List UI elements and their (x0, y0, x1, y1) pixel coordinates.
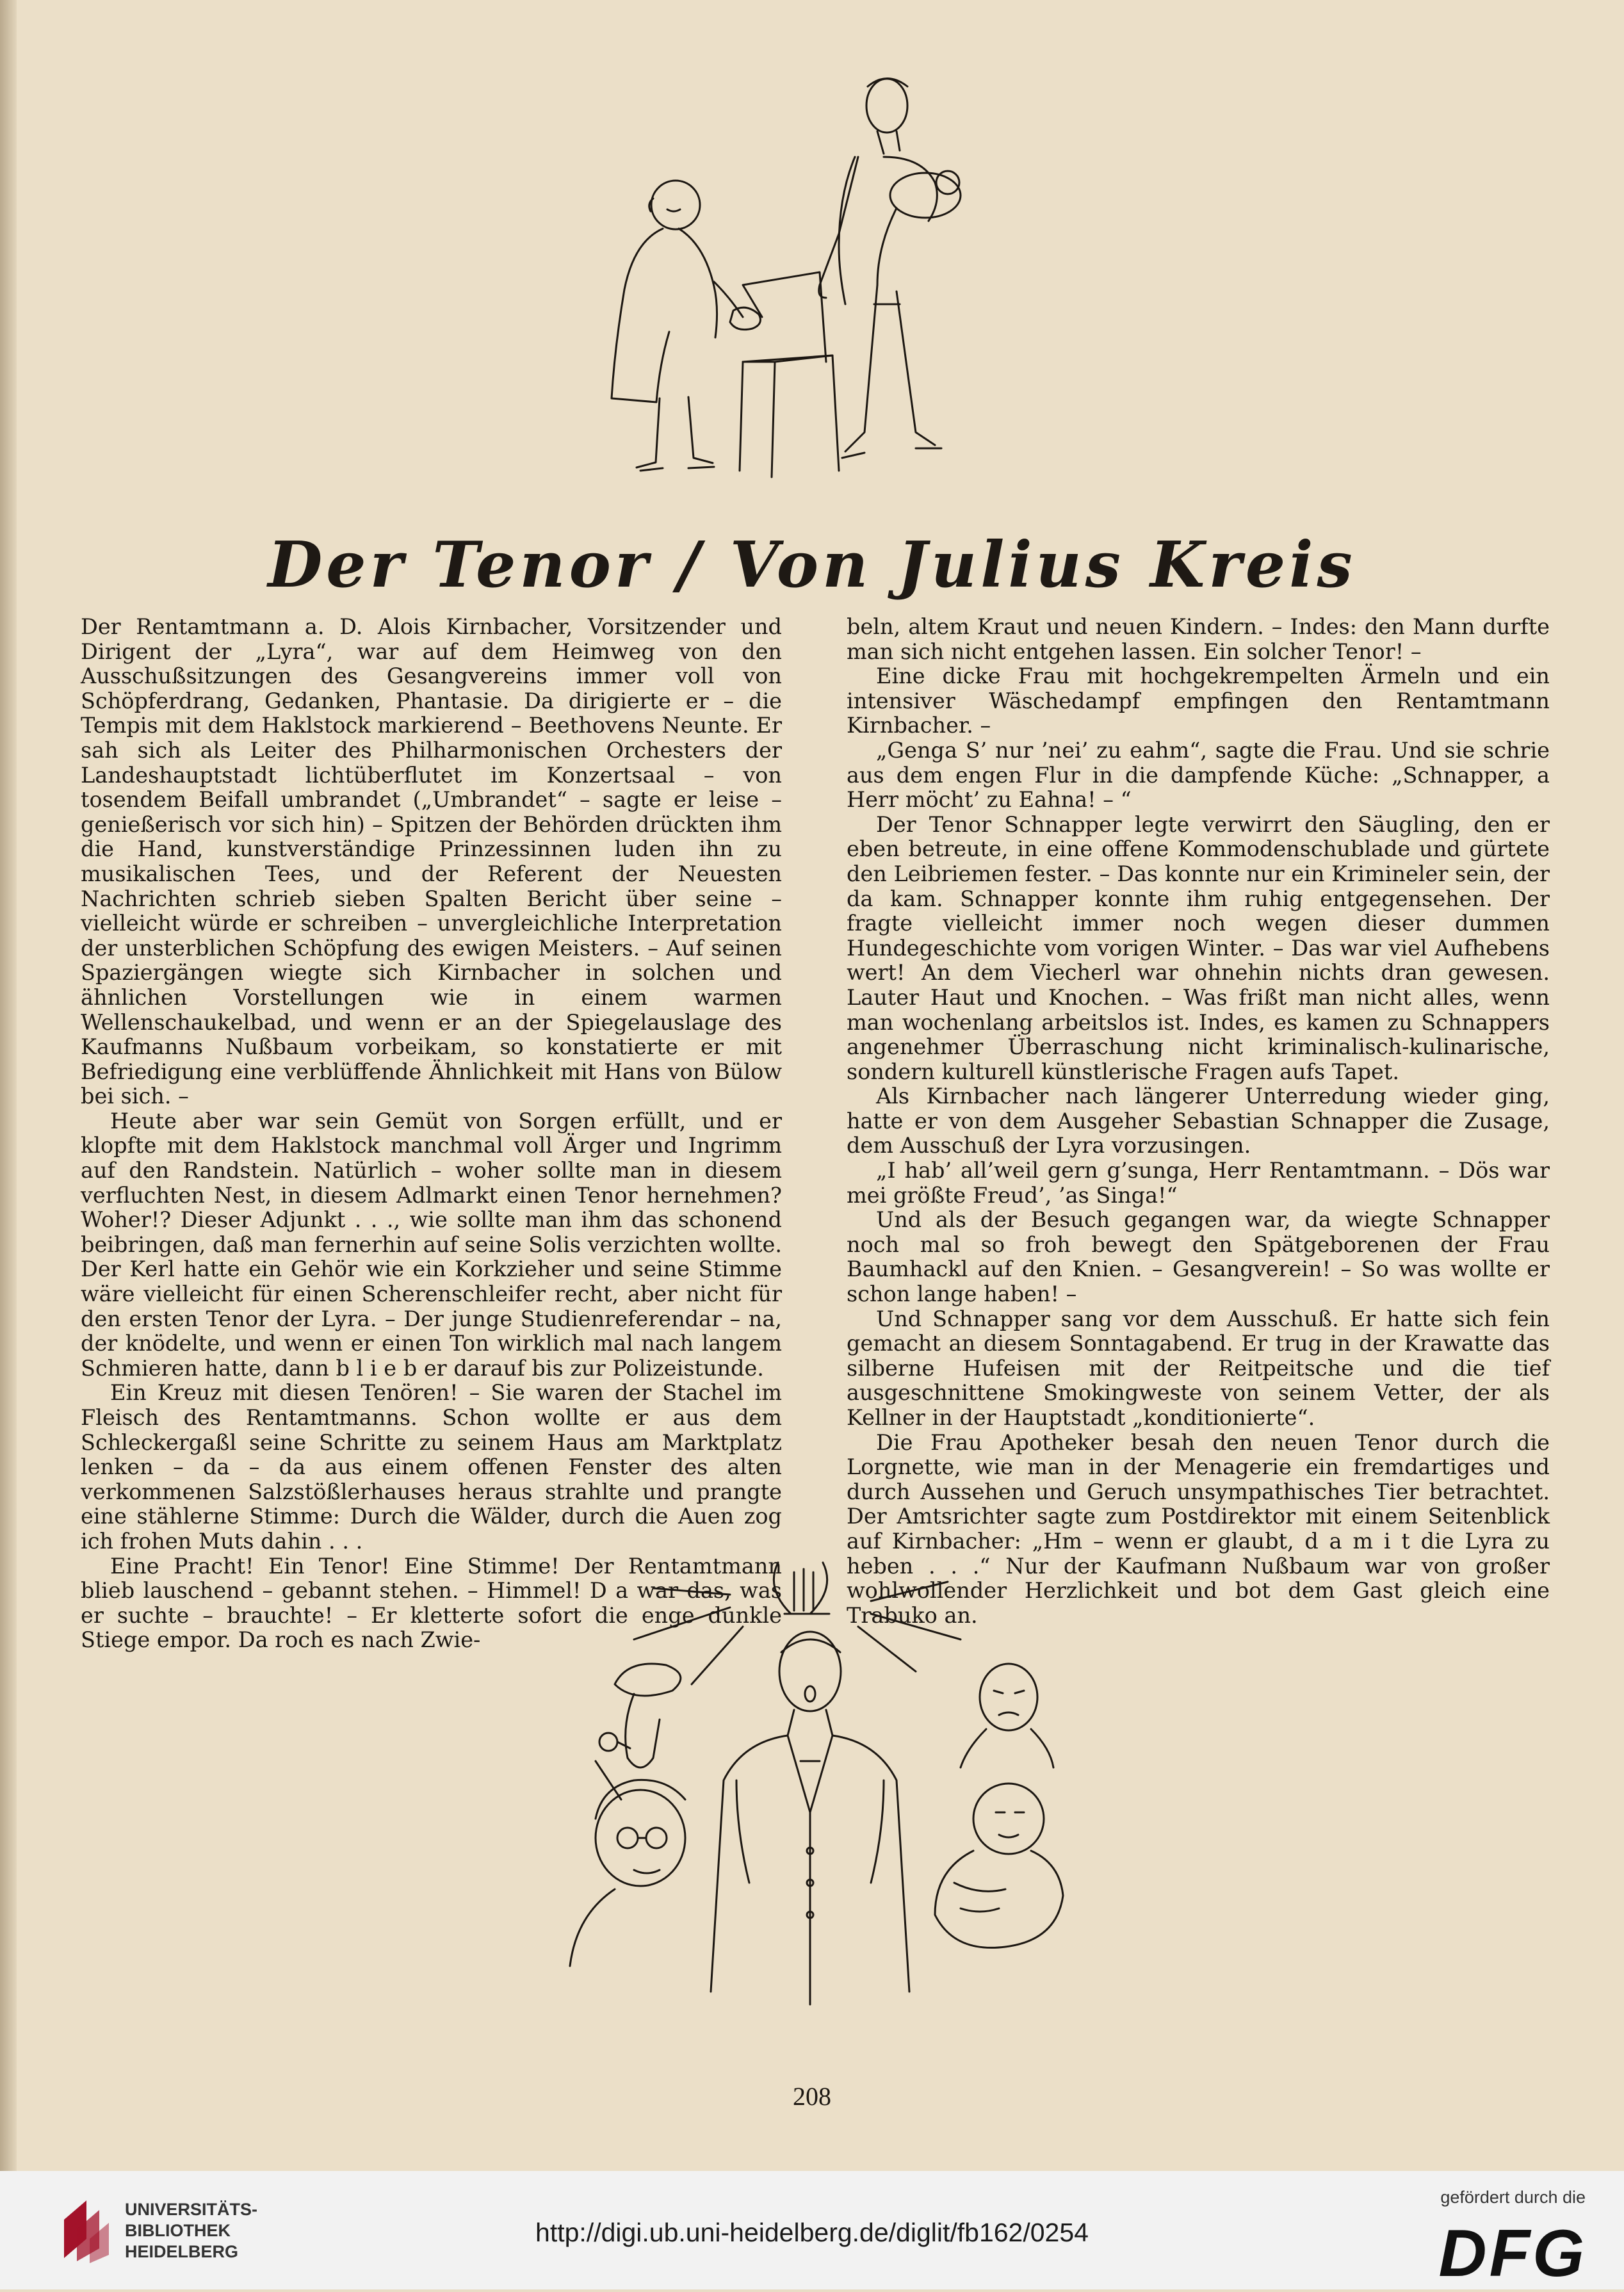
library-name-line: BIBLIOTHEK (125, 2221, 231, 2240)
paragraph: Eine dicke Frau mit hochgekrempelten Ärmeln und ein intensiver Wäschedampf empfingen den Rentamtmann Kirnbacher. – (847, 663, 1550, 738)
paragraph: Und Schnapper sang vor dem Ausschuß. Er hatte sich fein gemacht an diesem Sonntagabend. Er trug in der Krawatte das silberne Hufeisen mit der Reitpeitsche und die tief ausgeschnittene Smokingweste von seinem Vetter, der als Kellner in der Hauptstadt „konditionierte“. (847, 1306, 1550, 1430)
permalink-url[interactable]: http://digi.ub.uni-heidelberg.de/diglit/fb162/0254 (535, 2218, 1089, 2247)
paragraph: Ein Kreuz mit diesen Tenören! – Sie waren der Stachel im Fleisch des Rentamtmanns. Schon wollte er aus dem Schleckergaßl seine Schritte zu seinem Haus am Marktplatz lenken – da – da aus einem offenen Fenster des alten verkommenen Salzstößlerhauses heraus strahlte und prangte eine stählerne Stimme: Durch die Wälder, durch die Auen zog ich frohen Muts dahin . . . (81, 1380, 782, 1554)
illustration-singer-and-committee (538, 1550, 1089, 2062)
paragraph: Heute aber war sein Gemüt von Sorgen erfüllt, und er klopfte mit dem Haklstock manchmal voll Ärger und Ingrimm auf den Randstein. Natürlich – woher sollte man in diesem verfluchten Nest, in diesem Adlmarkt einen Tenor hernehmen? Woher!? Dieser Adjunkt . . ., wie sollte man ihm das schonend beibringen, daß man fernerhin auf seine Solis verzichten wollte. Der Kerl hatte ein Gehör wie ein Korkzieher und seine Stimme wäre vielleicht für einen Scherenschleifer recht, aber nicht für den ersten Tenor der Lyra. – Der junge Studienreferendar – na, der knödelte, und wenn er einen Ton wirklich mal nach langem Schmieren hatte, dann b l i e b er darauf bis zur Polizeistunde. (81, 1108, 782, 1381)
paragraph: beln, altem Kraut und neuen Kindern. – Indes: den Mann durfte man sich nicht entgehen lassen. Ein solcher Tenor! – (847, 614, 1550, 664)
paragraph: Als Kirnbacher nach längerer Unterredung wieder ging, hatte er von dem Ausgeher Sebastian Schnapper die Zusage, dem Ausschuß der Lyra vorzusingen. (847, 1084, 1550, 1158)
right-text-column (847, 615, 1550, 1628)
article-title: Der Tenor / Von Julius Kreis (268, 528, 1356, 602)
paragraph: Eine Pracht! Ein Tenor! Eine Stimme! Der Rentamtmann blieb lauschend – gebannt stehen. – Himmel! D a war das, was er suchte – brauchte! – Er kletterte sofort die enge dunkle Stiege empor. Da roch es nach Zwie- (81, 1553, 782, 1653)
left-text-column (81, 615, 782, 1653)
dfg-logo: DFG (1438, 2216, 1587, 2291)
library-name-line: UNIVERSITÄTS- (125, 2200, 258, 2219)
page-number: 208 (793, 2082, 831, 2111)
paragraph: „Genga S’ nur ’nei’ zu eahm“, sagte die Frau. Und sie schrie aus dem engen Flur in die dampfende Küche: „Schnapper, a Herr möcht’ zu Eahna! – “ (847, 737, 1550, 813)
paragraph: „I hab’ all’weil gern g’sunga, Herr Rentamtmann. – Dös war mei größte Freud’, ’as Singa!“ (847, 1158, 1550, 1208)
viewer-footer (0, 2171, 1624, 2289)
funded-by-label: gefördert durch die (1440, 2188, 1586, 2207)
paragraph: Der Tenor Schnapper legte verwirrt den Säugling, den er eben betreute, in eine offene Kommodenschublade und gürtete den Leibriemen fester. – Das konnte nur ein Krimineler sein, der da kam. Schnapper konnte ihm ruhig entgegensehen. Der fragte vielleicht immer noch wegen dieser dummen Hundegeschichte vom vorigen Winter. – Das war viel Aufhebens wert! An dem Viecherl war ohnehin nichts dran gewesen. Lauter Haut und Knochen. – Was frißt man nicht alles, wenn man wochenlang arbeitslos ist. Indes, es kamen zu Schnappers angenehmer Überraschung nicht kriminalisch-kulinarische, sondern kulturell künstlerische Fragen aufs Tapet. (847, 811, 1550, 1084)
scan-edge-shadow (0, 0, 17, 2171)
paragraph: Die Frau Apotheker besah den neuen Tenor durch die Lorgnette, wie man in der Menagerie ein fremdartiges und durch Aussehen und Geruch unsympathisches Tier betrachtet. Der Amtsrichter sagte zum Postdirektor mit einem Seitenblick auf Kirnbacher: „Hm – wenn er glaubt, d a m i t die Lyra zu heben . . .“ Nur der Kaufmann Nußbaum war von großer wohlwollender Herzlichkeit und bot dem Gast gleich eine Trabuko an. (847, 1429, 1550, 1628)
illustration-official-and-tenor (551, 61, 1037, 509)
paragraph: Der Rentamtmann a. D. Alois Kirnbacher, Vorsitzender und Dirigent der „Lyra“, war auf dem Heimweg von den Ausschußsitzungen des Gesangvereins immer voll von Schöpferdrang, Gedanken, Phantasie. Da dirigierte er – die Tempis mit dem Haklstock markierend – Beethovens Neunte. Er sah sich als Leiter des Philharmonischen Orchesters der Landeshauptstadt lichtüberflutet im Konzertsaal – von tosendem Beifall umbrandet („Umbrandet“ – sagte er leise – genießerisch vor sich hin) – Spitzen der Behörden drückten ihm die Hand, kunstverständige Prinzessinnen luden ihn zu musikalischen Tees, und der Referent der Neuesten Nachrichten schrieb sieben Spalten Bericht über seine – vielleicht würde er schreiben – unvergleichliche Interpretation der unsterblichen Schöpfung des ewigen Meisters. – Auf seinen Spaziergängen wiegte sich Kirnbacher in solchen und ähnlichen Vorstellungen wie in einem warmen Wellenschaukelbad, und wenn er an der Spiegelauslage des Kaufmanns Nußbaum vorbeikam, so konstatierte er mit Befriedigung eine verblüffende Ähnlichkeit mit Hans von Bülow bei sich. – (81, 614, 782, 1109)
paragraph: Und als der Besuch gegangen war, da wiegte Schnapper noch mal so froh bewegt den Spätgeborenen der Frau Baumhackl auf den Knien. – Gesangverein! – So was wollte er schon lange haben! – (847, 1207, 1550, 1307)
library-name-line: HEIDELBERG (125, 2242, 239, 2261)
